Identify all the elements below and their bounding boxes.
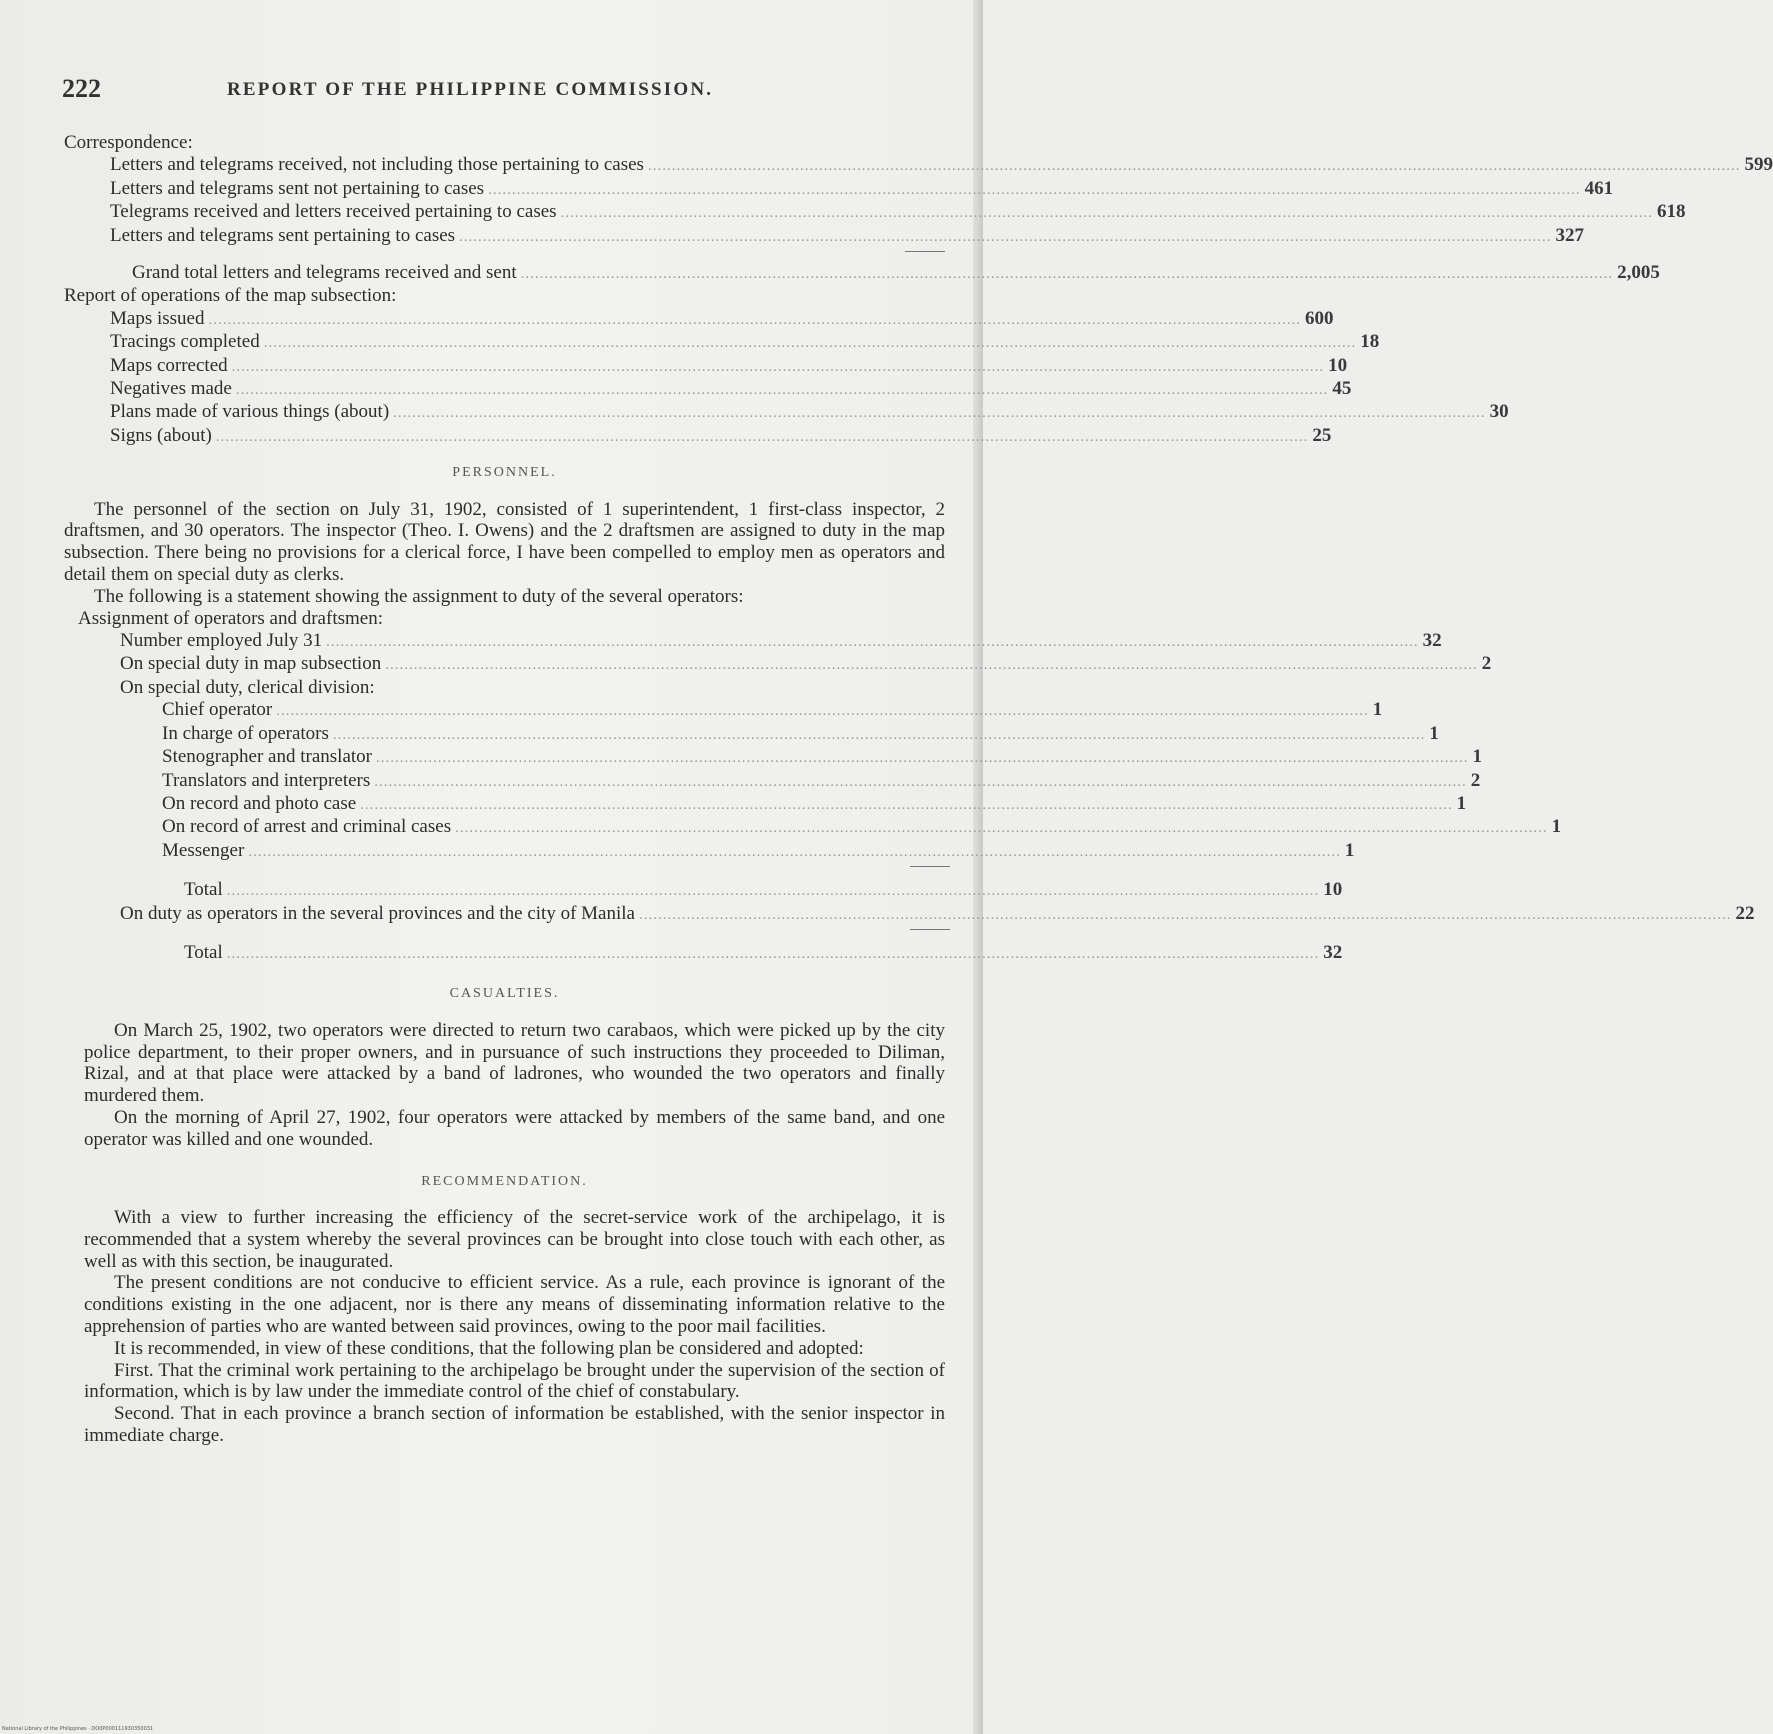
stat-label: Stenographer and translator <box>162 746 372 768</box>
stat-label: In charge of operators <box>162 722 329 744</box>
stat-label: Grand total letters and telegrams received and sent <box>132 262 517 284</box>
leader-dots <box>248 841 1341 863</box>
leader-dots <box>385 654 1478 676</box>
leader-dots <box>227 880 1320 902</box>
stat-label: Negatives made <box>110 378 232 400</box>
stat-row <box>64 331 1380 354</box>
leader-dots <box>264 332 1357 354</box>
stat-row <box>64 307 1334 331</box>
stat-label: On special duty in map subsection <box>120 653 382 675</box>
sum-rule <box>64 248 945 262</box>
leader-dots <box>276 700 1369 722</box>
stat-value: 22 <box>1735 902 1755 924</box>
stat-label: Signs (about) <box>110 424 212 446</box>
stat-value: 1 <box>1429 722 1439 744</box>
stat-value: 600 <box>1304 307 1334 329</box>
grand-total-row <box>64 262 1660 285</box>
personnel-heading: PERSONNEL. <box>452 465 557 481</box>
stat-row <box>162 816 1562 839</box>
stat-label: Maps issued <box>110 307 205 329</box>
leader-dots <box>208 309 1301 331</box>
stat-row <box>162 769 1481 793</box>
page-body <box>64 132 1773 1447</box>
leader-dots <box>561 202 1654 224</box>
recommendation-paragraph: With a view to further increasing the efficiency of the secret-service work of the archipelago, it is recommended that a system whereby the several provinces can be brought into close touch with each other, as well as with this section, be inaugurated. <box>84 1206 945 1272</box>
stat-label: Plans made of various things (about) <box>110 401 390 423</box>
leader-dots <box>648 155 1741 177</box>
leader-dots <box>521 263 1614 285</box>
stat-row <box>162 792 1467 816</box>
scan-footer-label: National Library of the Philippines · DO0P000111930350031 <box>2 1726 154 1732</box>
stat-label: Chief operator <box>162 699 273 721</box>
correspondence-section <box>64 132 1773 285</box>
stat-value: 10 <box>1328 354 1348 376</box>
stat-row <box>64 378 1352 401</box>
stat-label: Messenger <box>162 839 245 861</box>
casualties-paragraph: On the morning of April 27, 1902, four operators were attacked by members of the same band, and one operator was killed and one wounded. <box>84 1106 945 1150</box>
correspondence-heading: Correspondence: <box>64 132 193 153</box>
page-header <box>62 74 942 114</box>
stat-label: Total <box>184 941 223 963</box>
stat-value: 618 <box>1657 201 1686 223</box>
stat-label: Letters and telegrams sent not pertaining to cases <box>110 177 485 199</box>
personnel-paragraph: The personnel of the section on July 31, 1902, consisted of 1 superintendent, 1 first-class inspector, 2 draftsmen, and 30 operators. The inspector (Theo. I. Owens) and the 2 draftsmen are assigned to duty in the map subsection. There being no provisions for a clerical force, I have been compelled to employ men as operators and detail them on special duty as clerks. <box>64 498 945 586</box>
leader-dots <box>236 379 1329 401</box>
stat-row <box>64 177 1614 201</box>
stat-value: 10 <box>1323 879 1343 901</box>
leader-dots <box>232 356 1325 378</box>
stat-row <box>120 653 1492 676</box>
leader-dots <box>374 771 1467 793</box>
leader-dots <box>326 631 1419 653</box>
stat-value: 2 <box>1470 769 1481 791</box>
assignment-table <box>64 630 1755 965</box>
stat-value: 45 <box>1332 378 1352 400</box>
stat-row <box>64 154 1773 177</box>
stat-row <box>162 746 1482 769</box>
stat-row <box>64 224 1585 248</box>
stat-value: 1 <box>1472 746 1482 768</box>
map-subsection-section <box>64 285 1509 448</box>
stat-value: 599 <box>1744 154 1773 176</box>
recommendation-section <box>64 1207 945 1447</box>
clerical-list <box>120 699 1562 863</box>
total-row <box>120 879 1343 902</box>
leader-dots <box>639 904 1732 926</box>
map-subsection-heading: Report of operations of the map subsection: <box>64 285 397 307</box>
recommendation-paragraph: The present conditions are not conducive to efficient service. As a rule, each province is ignorant of the conditions existing in the one adjacent, nor is there any means of disseminating information relative to the apprehension of parties who are wanted between said provinces, owing to the poor mail facilities. <box>84 1272 945 1337</box>
leader-dots <box>455 817 1548 839</box>
stat-value: 327 <box>1555 224 1585 246</box>
leader-dots <box>216 426 1309 448</box>
stat-row <box>120 902 1755 926</box>
stat-row <box>162 722 1439 746</box>
leader-dots <box>488 179 1581 201</box>
stat-label: Translators and interpreters <box>162 769 371 791</box>
casualties-section <box>64 1020 945 1151</box>
leader-dots <box>360 794 1453 816</box>
stat-row <box>162 839 1355 863</box>
stat-row <box>162 699 1383 722</box>
stat-label: Telegrams received and letters received pertaining to cases <box>110 201 557 223</box>
stat-value: 18 <box>1360 331 1380 353</box>
stat-row <box>64 354 1348 378</box>
leader-dots <box>227 943 1320 965</box>
stat-label: Tracings completed <box>110 331 260 353</box>
grand-total-row <box>120 941 1343 965</box>
leader-dots <box>333 724 1426 746</box>
stat-label: Maps corrected <box>110 354 228 376</box>
page-number: 222 <box>62 74 101 103</box>
stat-value: 461 <box>1584 177 1614 199</box>
stat-row <box>64 424 1332 448</box>
assignment-heading: Assignment of operators and draftsmen: <box>78 607 383 629</box>
stat-label: On duty as operators in the several provinces and the city of Manila <box>120 902 635 924</box>
stat-row <box>64 201 1686 224</box>
stat-value: 30 <box>1489 401 1509 423</box>
stat-label: On record of arrest and criminal cases <box>162 816 452 838</box>
stat-value: 1 <box>1456 792 1467 814</box>
stat-label: Total <box>184 879 223 901</box>
stat-value: 32 <box>1323 941 1343 963</box>
stat-row <box>64 401 1509 424</box>
casualties-heading: CASUALTIES. <box>449 986 560 1002</box>
leader-dots <box>459 226 1552 248</box>
stat-label: Letters and telegrams received, not including those pertaining to cases <box>110 154 644 176</box>
stat-label: Number employed July 31 <box>120 630 323 652</box>
casualties-paragraph: On March 25, 1902, two operators were directed to return two carabaos, which were picked up by the city police department, to their proper owners, and in pursuance of such instructions they proceeded to Diliman, Rizal, and at that place were attacked by a band of ladrones, who wounded the two operators and finally murdered them. <box>84 1019 945 1107</box>
stat-label: Letters and telegrams sent pertaining to cases <box>110 224 456 246</box>
stat-value: 2,005 <box>1617 262 1660 284</box>
stat-value: 1 <box>1551 816 1562 838</box>
sum-rule <box>120 926 950 942</box>
stat-label: On record and photo case <box>162 792 357 814</box>
stat-row <box>120 630 1442 653</box>
stat-value: 25 <box>1312 424 1332 446</box>
recommendation-heading: RECOMMENDATION. <box>421 1173 588 1189</box>
recommendation-paragraph: First. That the criminal work pertaining to the archipelago be brought under the supervision of the section of information, which is by law under the immediate control of the chief of constabulary. <box>84 1359 945 1403</box>
recommendation-paragraph: Second. That in each province a branch section of information be established, with the senior inspector in immediate charge. <box>84 1403 945 1446</box>
running-title: REPORT OF THE PHILIPPINE COMMISSION. <box>227 79 714 100</box>
stat-value: 32 <box>1422 630 1442 652</box>
leader-dots <box>393 402 1486 424</box>
stat-value: 1 <box>1344 839 1355 861</box>
leader-dots <box>376 747 1469 769</box>
sum-rule <box>120 863 950 879</box>
stat-value: 1 <box>1372 699 1383 721</box>
stat-value: 2 <box>1481 653 1492 675</box>
recommendation-paragraph: It is recommended, in view of these conditions, that the following plan be considered and adopted: <box>114 1337 864 1359</box>
clerical-heading: On special duty, clerical division: <box>120 676 375 698</box>
personnel-paragraph: The following is a statement showing the assignment to duty of the several operators: <box>94 585 744 607</box>
